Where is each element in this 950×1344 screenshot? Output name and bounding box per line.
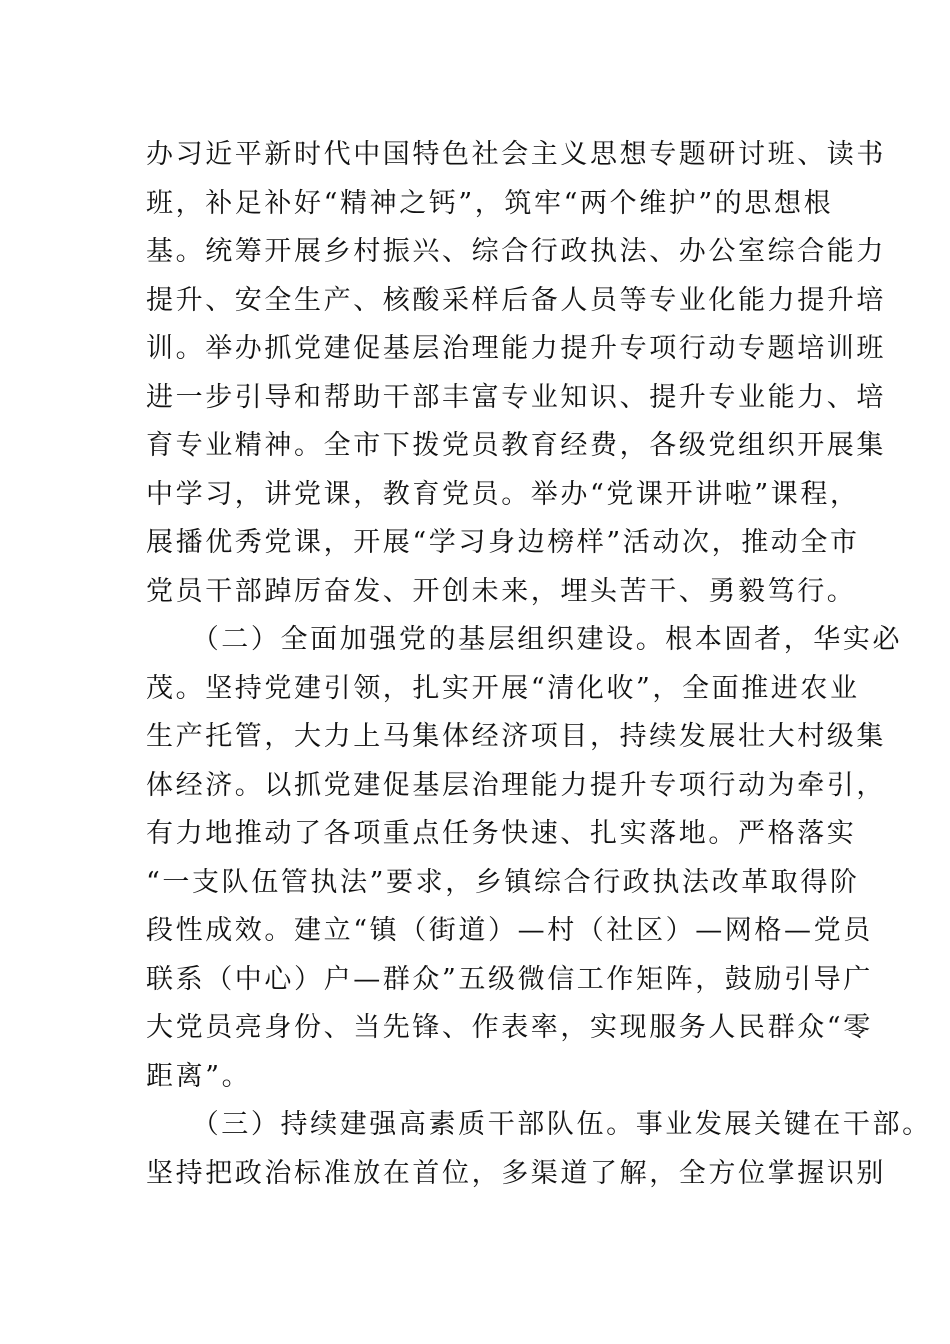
body-text [146,131,932,1198]
text-line: 展播优秀党课，开展“学习身边榜样”活动次，推动全市 [146,527,860,558]
section-heading-line: （二）全面加强党的基层组织建设。根本固者，华实必 [146,624,903,655]
text-line: 班，补足补好“精神之钙”，筑牢“两个维护”的思想根 [146,187,834,219]
text-line: 党员干部踔厉奋发、开创未来，埋头苦干、勇毅笃行。 [146,575,857,607]
text-line: 段性成效。建立“镇（街道）—村（社区）—网格—党员 [146,915,873,946]
text-line: 育专业精神。全市下拨党员教育经费，各级党组织开展集 [146,430,886,461]
text-line: 坚持把政治标准放在首位，多渠道了解，全方位掌握识别 [146,1157,886,1189]
text-line: 基。统筹开展乡村振兴、综合行政执法、办公室综合能力 [146,236,886,267]
text-line: 距离”。 [146,1060,252,1092]
text-line: 生产托管，大力上马集体经济项目，持续发展壮大村级集 [146,721,886,752]
text-line: 训。举办抓党建促基层治理能力提升专项行动专题培训班 [146,333,886,364]
text-line: “一支队伍管执法”要求，乡镇综合行政执法改革取得阶 [146,866,860,898]
section-heading-line: （三）持续建强高素质干部队伍。事业发展关键在干部。 [146,1109,932,1140]
text-line: 提升、安全生产、核酸采样后备人员等专业化能力提升培 [146,284,886,316]
text-line: 联系（中心）户—群众”五级微信工作矩阵，鼓励引导广 [146,963,873,995]
text-line: 有力地推动了各项重点任务快速、扎实落地。严格落实 [146,818,857,849]
text-line: 中学习，讲党课，教育党员。举办“党课开讲啦”课程， [146,478,860,510]
text-line: 茂。坚持党建引领，扎实开展“清化收”，全面推进农业 [146,672,860,704]
text-line: 办习近平新时代中国特色社会主义思想专题研讨班、读书 [146,139,886,170]
text-line: 大党员亮身份、当先锋、作表率，实现服务人民群众“零 [146,1012,873,1043]
text-line: 体经济。以抓党建促基层治理能力提升专项行动为牵引， [146,769,886,801]
text-line: 进一步引导和帮助干部丰富专业知识、提升专业能力、培 [146,381,886,413]
